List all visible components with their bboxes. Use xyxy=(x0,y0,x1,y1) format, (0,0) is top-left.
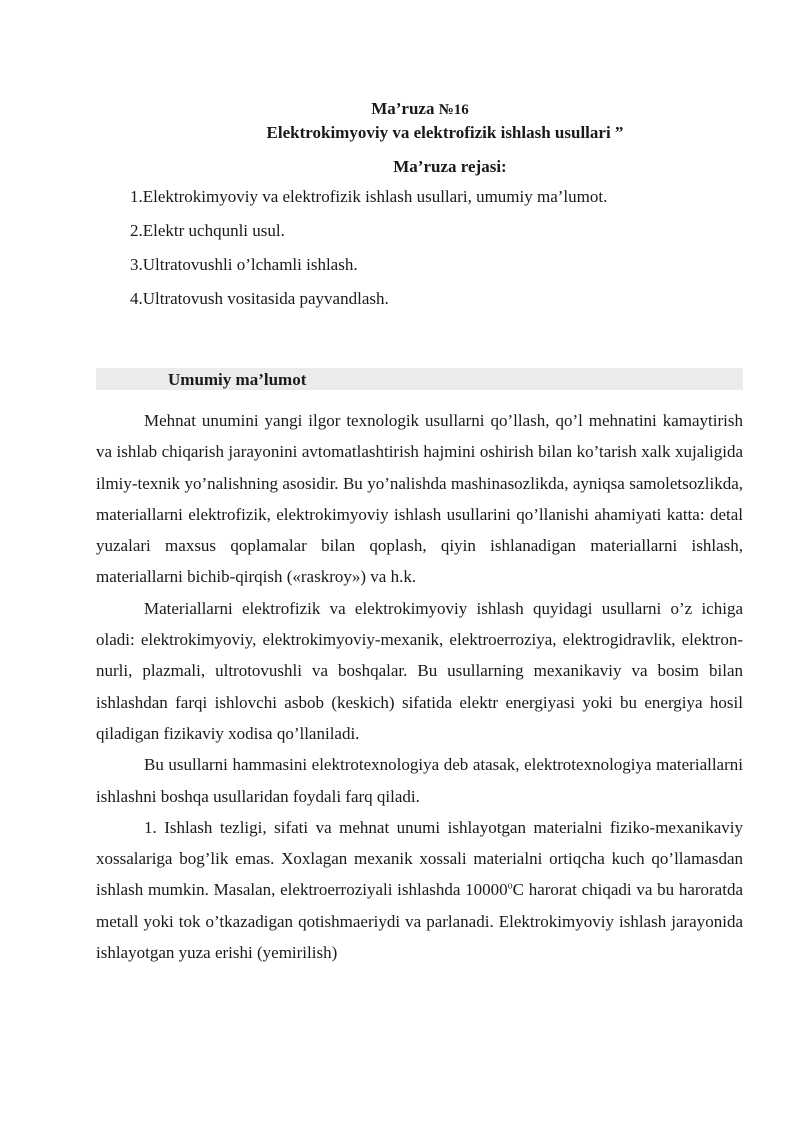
body-text xyxy=(96,405,743,968)
lecture-title xyxy=(0,97,800,122)
degree-superscript: o xyxy=(507,880,513,892)
plan-item: 4.Ultratovush vositasida payvandlash. xyxy=(130,289,389,308)
paragraph: Materiallarni elektrofizik va elektrokimyoviy ishlash quyidagi usullarni o’z ichiga oladi: elektrokimyoviy, elektrokimyoviy-mexanik, elektroerroziya, elektrogidravlik, elektron-nurli, plazmali, ultrotovushli va boshqalar. Bu usullarning mexanikaviy va bosim bilan ishlashdan farqi ishlovchi asbob (keskich) sifatida elektr energiyasi yoki bu energiya hosil qiladigan fizikaviy xodisa qo’llaniladi. xyxy=(96,598,743,743)
section-title: Umumiy ma’lumot xyxy=(168,370,307,389)
plan-item: 1.Elektrokimyoviy va elektrofizik ishlash usullari, umumiy ma’lumot. xyxy=(130,187,608,206)
plan-item: 3.Ultratovushli o’lchamli ishlash. xyxy=(130,255,358,274)
paragraph xyxy=(96,812,743,968)
plan-heading: Ma’ruza rejasi: xyxy=(393,157,507,176)
lecture-plan-list xyxy=(130,184,607,320)
paragraph-text: C harorat chiqadi va bu haroratda metall yoki tok o’tkazadigan qotishmaeriydi va parlanadi. Elektrokimyoviy ishlash jarayonida ishlayotgan yuza erishi (yemirilish) xyxy=(96,880,743,963)
lecture-title-text: Ma’ruza xyxy=(371,99,435,118)
paragraph-text: 1. Ishlash tezligi, sifati va mehnat unumi ishlayotgan materialni fiziko-mexanikaviy xossalariga bog’lik emas. Xoxlagan mexanik xossali materialni ortiqcha kuch qo’llamasdan ishlash mumkin. Masalan, elektroerroziyali ishlashda 10000 xyxy=(96,817,743,900)
paragraph: Mehnat unumini yangi ilgor texnologik usullarni qo’llash, qo’l mehnatini kamaytirish va ishlab chiqarish jarayonini avtomatlashtirish hajmini oshirish bilan ko’tarish xalk xujaligida ilmiy-texnik yo’nalishning asosidir. Bu yo’nalishda mashinasozlikda, ayniqsa samoletsozlikda, materiallarni elektrofizik, elektrokimyoviy ishlash usullarini qo’llanishi ahamiyati katta: detal yuzalari maxsus qoplamalar bilan qoplash, qiyin ishlanadigan materiallarni ishlash, materiallarni bichib-qirqish («raskroy») va h.k. xyxy=(96,411,743,587)
lecture-topic: Elektrokimyoviy va elektrofizik ishlash usullari ” xyxy=(266,123,624,142)
paragraph: Bu usullarni hammasini elektrotexnologiya deb atasak, elektrotexnologiya materiallarni ishlashni boshqa usullaridan foydali farq qiladi. xyxy=(96,755,743,806)
plan-item: 2.Elektr uchqunli usul. xyxy=(130,221,285,240)
lecture-number: №16 xyxy=(438,102,469,118)
